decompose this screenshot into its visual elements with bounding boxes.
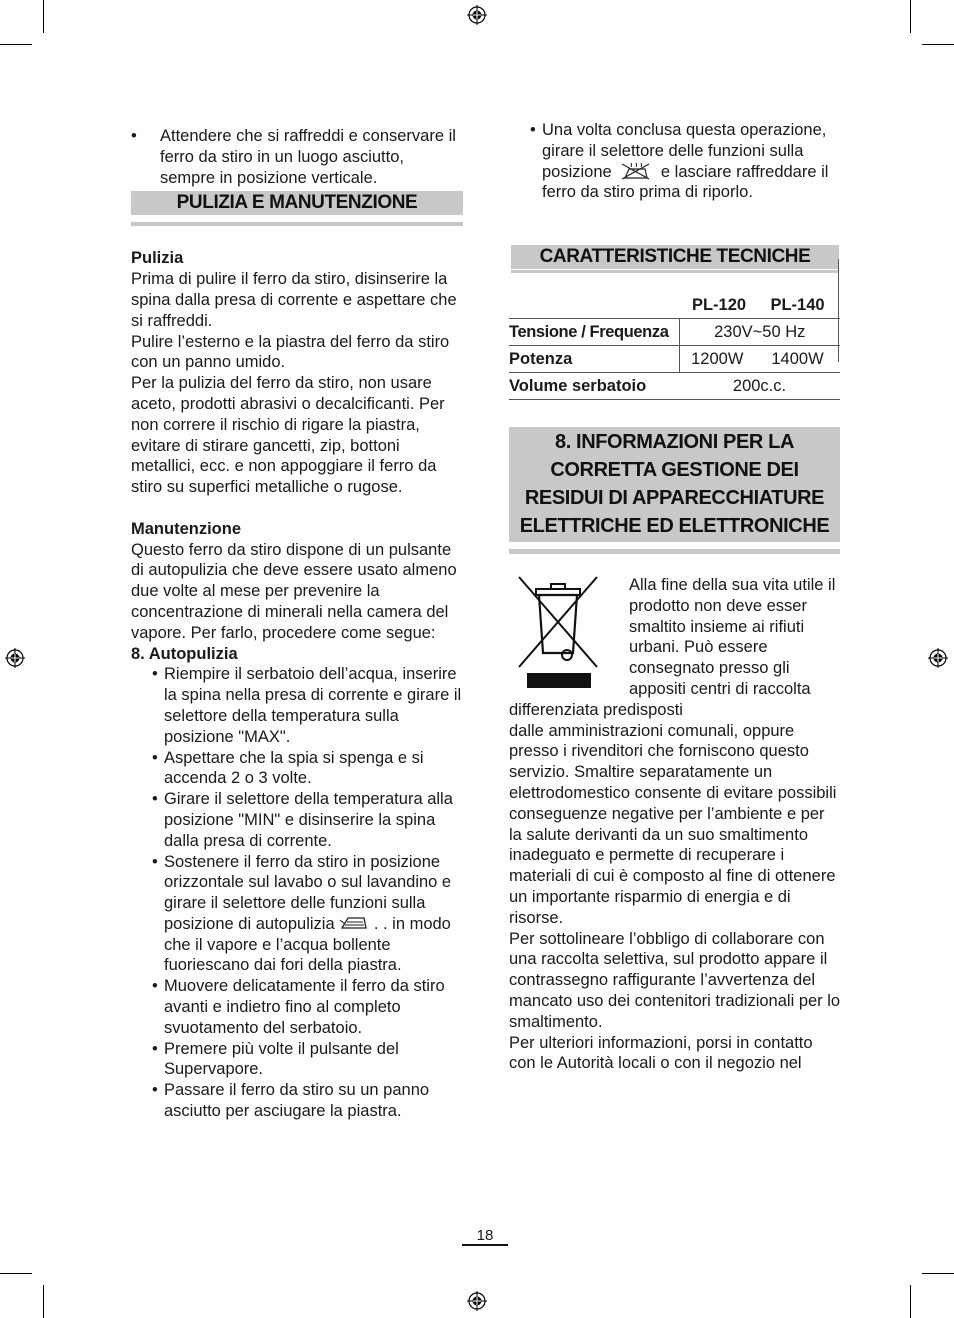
function-selector-icon (619, 162, 653, 180)
crop-mark (43, 0, 44, 33)
crop-mark (910, 0, 911, 33)
weee-paragraph: dalle amministrazioni comunali, oppure presso i rivenditori che forniscono questo servizio. Smaltire separatamente un elettrodomestico consente di evitare possibili conseguenze negative per l’ambiente e per la salute derivanti da un suo smaltimento inadeguato e permette di recuperare i materiali di cui è composto al fine di ottenere un importante risparmio di energia e di risorse. (509, 721, 837, 927)
crop-mark (910, 1285, 911, 1318)
table-row (509, 292, 840, 319)
spec-value: 1200W (691, 349, 744, 368)
table-row (509, 373, 840, 400)
table-row (509, 346, 840, 373)
weee-paragraph: Per sottolineare l’obbligo di collaborare con una raccolta selettiva, sul prodotto appare il contrassegno raffigurante l’avvertenza del mancato uso dei contenitori tradizionali per lo smaltimento. (509, 929, 841, 1031)
pulizia-paragraph: Prima di pulire il ferro da stiro, disinserire la spina dalla presa di corrente e aspettare che si raffreddi. (131, 270, 457, 330)
spec-value: 200c.c. (732, 376, 787, 395)
section-rule (509, 549, 840, 554)
spec-value: 1400W (771, 349, 824, 368)
autopulizia-steps (131, 664, 463, 1122)
model-header: PL-120 (691, 295, 747, 314)
spec-label: Tensione / Frequenza (509, 319, 679, 346)
registration-mark-icon (467, 5, 487, 25)
autopulizia-heading: 8. Autopulizia (131, 644, 238, 663)
right-column (509, 120, 841, 1073)
weee-body (509, 575, 841, 1074)
list-item: • Muovere delicatamente il ferro da stiro avanti e indietro fino al completo svuotamento del serbatoio. (164, 976, 463, 1038)
section-title-text: PULIZIA E MANUTENZIONE (176, 192, 418, 214)
spec-label: Potenza (509, 346, 679, 373)
self-clean-icon (339, 916, 369, 930)
weee-title (509, 427, 840, 542)
model-header: PL-140 (770, 295, 825, 314)
spec-label: Volume serbatoio (509, 376, 647, 395)
section-rule (131, 222, 463, 226)
specs-title-text: CARATTERISTICHE TECNICHE (539, 246, 811, 267)
weee-paragraph: Per ulteriori informazioni, porsi in contatto con le Autorità locali o con il negozio nel (509, 1033, 813, 1073)
spec-value: 230V~50 Hz (714, 322, 806, 341)
crop-mark (43, 1285, 44, 1318)
cooldown-bullet (509, 120, 841, 203)
page-number: 18 (476, 1227, 494, 1244)
manutenzione-paragraph: Questo ferro da stiro dispone di un pulsante di autopulizia che deve essere usato almeno due volte al mese per prevenire la concentrazione di minerali nella camera del vapore. Per farlo, procedere come segue: (131, 540, 457, 642)
left-column (131, 126, 463, 1122)
intro-bullet: • Attendere che si raffreddi e conservare il ferro da stiro in un luogo asciutto, sempre in posizione verticale. (131, 126, 463, 188)
list-item: • Girare il selettore della temperatura alla posizione "MIN" e disinserire la spina dalla presa di corrente. (164, 789, 463, 851)
list-item (164, 852, 463, 977)
bullet-text: e lasciare raffreddare il ferro da stiro prima di riporlo. (542, 162, 829, 202)
crop-mark (0, 1273, 32, 1274)
list-item: • Aspettare che la spia si spenga e si accenda 2 o 3 volte. (164, 748, 463, 790)
step-text: . . in modo che il vapore e l’acqua bollente fuoriescano dai fori della piastra. (164, 914, 451, 975)
specs-title (511, 245, 839, 269)
table-row (509, 319, 840, 346)
registration-mark-icon (928, 648, 948, 668)
crop-mark (0, 44, 32, 45)
crossed-bin-icon (517, 575, 599, 695)
list-item: • Riempire il serbatoio dell’acqua, inserire la spina nella presa di corrente e girare il selettore della temperatura sulla posizione "MAX". (164, 664, 463, 747)
weee-paragraph: Alla fine della sua vita utile il prodotto non deve esser smaltito insieme ai rifiuti urbani. Può essere consegnato presso gli appositi centri di raccolta differenziata predisposti (509, 576, 836, 719)
crop-mark (922, 1273, 954, 1274)
registration-mark-icon (467, 1291, 487, 1311)
page-number-rule (462, 1244, 508, 1246)
pulizia-paragraph: Per la pulizia del ferro da stiro, non usare aceto, prodotti abrasivi o decalcificanti. Per non correre il rischio di rigare la piastra, evitare di stirare gancetti, zip, bottoni metallici, ecc. e non appoggiare il ferro da stiro su superfici metalliche o rugose. (131, 374, 445, 497)
manutenzione-heading: Manutenzione (131, 519, 241, 538)
section-title-pulizia (131, 191, 463, 215)
step-text: Sostenere il ferro da stiro in posizione orizzontale sul lavabo o sul lavandino e girare il selettore delle funzioni sulla posizione di autopulizia (164, 852, 452, 933)
weee-title-text: 8. INFORMAZIONI PER LA CORRETTA GESTIONE DEI RESIDUI DI APPARECCHIATURE ELETTRICHE ED ELETTRONICHE (519, 431, 830, 537)
specs-table (509, 292, 840, 400)
list-item (542, 120, 841, 203)
pulizia-heading: Pulizia (131, 249, 184, 268)
registration-mark-icon (5, 648, 25, 668)
list-item: • Premere più volte il pulsante del Supervapore. (164, 1039, 463, 1081)
list-item: • Passare il ferro da stiro su un panno asciutto per asciugare la piastra. (164, 1080, 463, 1122)
crop-mark (922, 44, 954, 45)
section-rule (511, 270, 839, 273)
pulizia-paragraph: Pulire l’esterno e la piastra del ferro da stiro con un panno umido. (131, 332, 450, 372)
bullet-text: Una volta conclusa questa operazione, girare il selettore delle funzioni sulla posizione (542, 121, 827, 181)
